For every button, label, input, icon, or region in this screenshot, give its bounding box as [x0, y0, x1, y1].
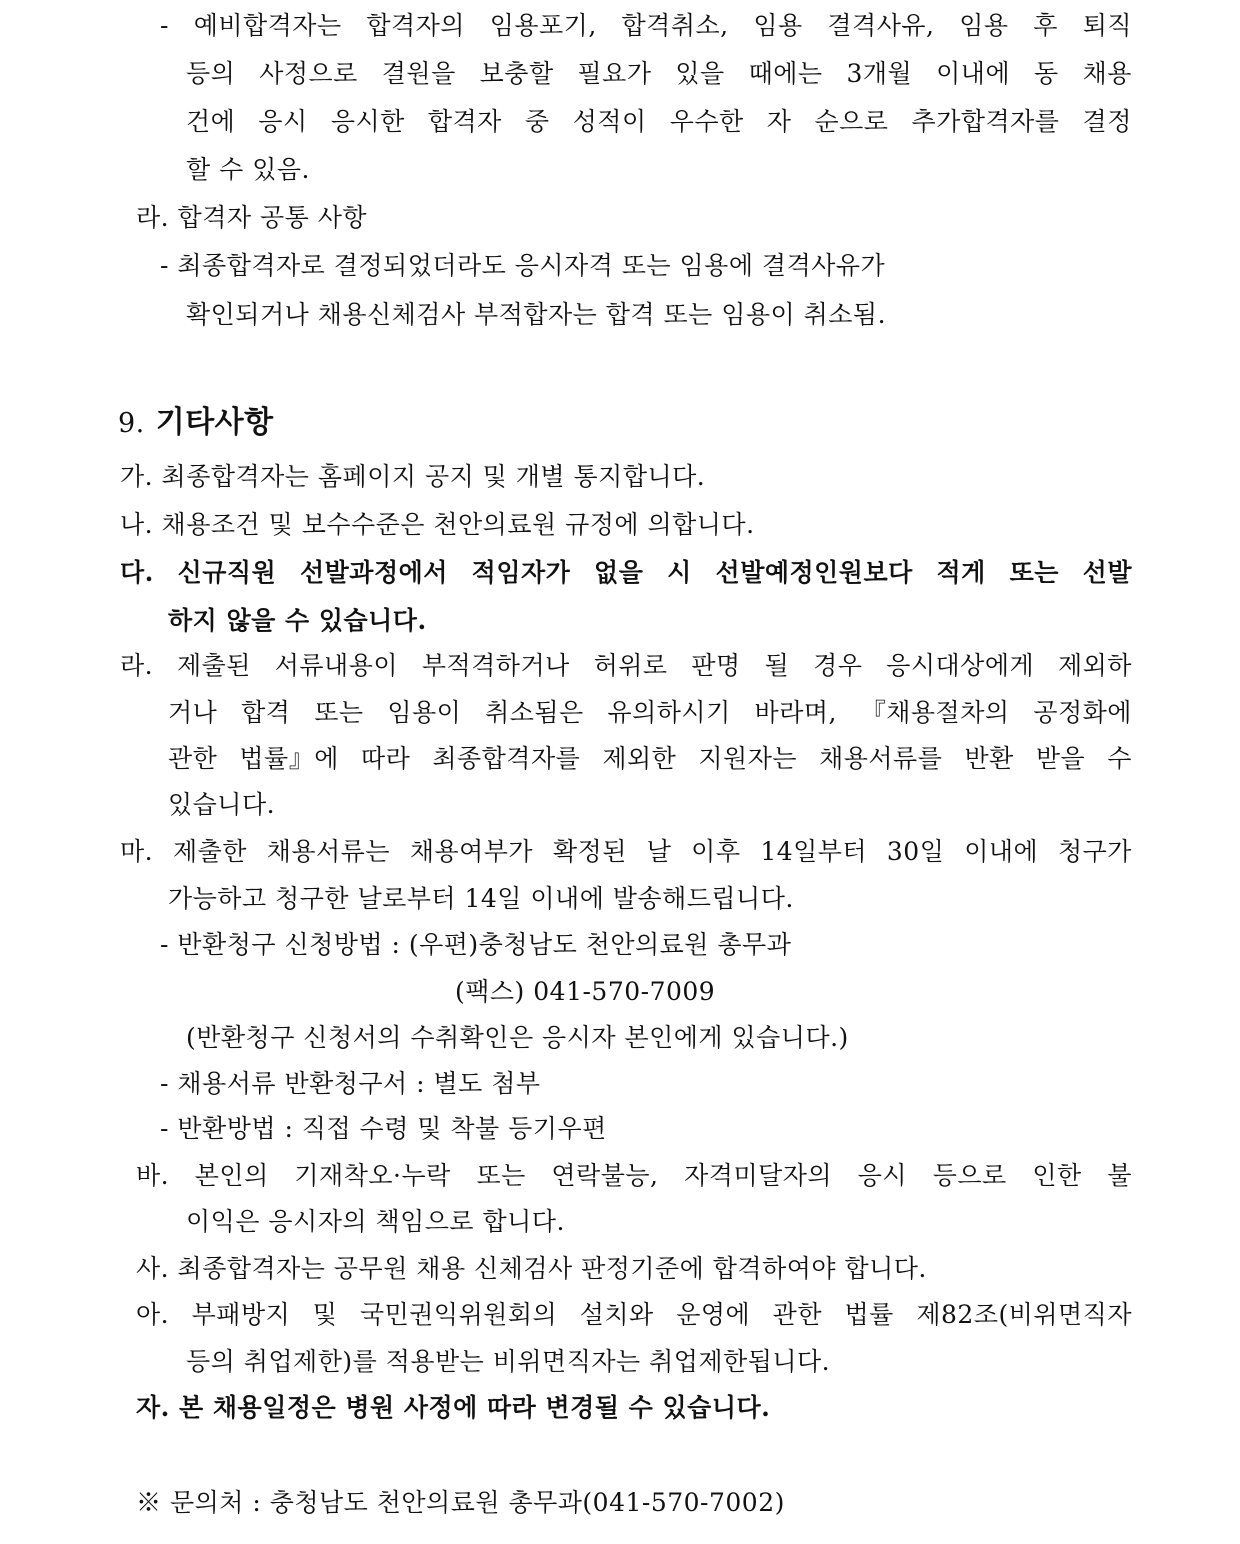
word: 임용 [753, 11, 803, 40]
word: 채용서류를 [819, 744, 943, 773]
word: 채용서류는 [266, 837, 390, 866]
item-ra-line-2 [168, 697, 1132, 729]
item-ra-line-3 [168, 743, 1132, 775]
word: 바. [136, 1161, 170, 1190]
word: 결정 [1082, 107, 1132, 136]
word: 다. [120, 558, 154, 587]
word: 허위로 [593, 651, 668, 680]
word: 거나 [168, 698, 218, 727]
item-ba-line-2: 이익은 응시자의 책임으로 합니다. [186, 1207, 565, 1236]
word: 『채용절차의 [860, 698, 1010, 727]
word: 적게 [936, 558, 986, 587]
word: 확정된 [552, 837, 627, 866]
word: 이내에 [936, 59, 1011, 88]
word: 제출된 [176, 651, 251, 680]
word: 및 [312, 1300, 338, 1329]
word: 판명 [691, 651, 741, 680]
word: 받을 [1035, 744, 1086, 773]
contact-line: ※ 문의처 : 충청남도 천안의료원 총무과(041-570-7002) [136, 1488, 785, 1517]
word: 반환 [964, 744, 1014, 773]
word: 응시 [857, 1161, 908, 1190]
word: 아. [136, 1300, 170, 1329]
word: 또는 [314, 698, 364, 727]
word: 예비합격자는 [193, 11, 342, 40]
word: 이후 [691, 837, 741, 866]
word: 본인의 [194, 1161, 269, 1190]
word: 설치와 [579, 1300, 654, 1329]
word: 국민권익위원회의 [359, 1300, 558, 1329]
return-delivery-line: - 반환방법 : 직접 수령 및 착불 등기우편 [160, 1114, 607, 1143]
word: 마. [120, 837, 154, 866]
word: 날 [646, 837, 672, 866]
item-ra-line-4: 있습니다. [168, 790, 276, 819]
word: 등으로 [932, 1161, 1007, 1190]
item-ba-line-1 [136, 1160, 1132, 1192]
word: 바라며, [754, 698, 837, 727]
item-da-line-1 [120, 557, 1132, 589]
word: 관한 [168, 744, 218, 773]
word: 유의하시기 [607, 698, 731, 727]
word: 신규직원 [177, 558, 277, 587]
word: 없을 [594, 558, 644, 587]
item-na: 나. 채용조건 및 보수수준은 천안의료원 규정에 의합니다. [120, 510, 755, 539]
word: 때에는 [748, 59, 823, 88]
word: 시 [667, 558, 692, 587]
word: 채용여부가 [409, 837, 534, 866]
word: 최종합격자를 [432, 744, 581, 773]
word: 따라 [360, 744, 411, 773]
word: 지원자는 [698, 744, 798, 773]
section-9-title: 기타사항 [155, 405, 274, 440]
word: 취소됨은 [485, 698, 584, 727]
word: 법률 [844, 1300, 894, 1329]
word: 연락불능, [551, 1161, 659, 1190]
word: 합격자 [427, 107, 502, 136]
word: 경우 [813, 651, 863, 680]
word: 운영에 [676, 1300, 751, 1329]
word: 될 [764, 651, 790, 680]
word: 임용포기, [489, 11, 597, 40]
word: 응시 [258, 107, 308, 136]
word: 임용이 [387, 698, 462, 727]
word: 결원을 [381, 59, 456, 88]
word: 성적이 [572, 107, 647, 136]
word: 등의 [186, 59, 236, 88]
preliminary-bullet-line-1 [160, 10, 1132, 42]
section-9-number: 9. [118, 408, 145, 439]
word: - [160, 11, 169, 40]
word: 불 [1107, 1161, 1132, 1190]
word: 동 [1034, 59, 1059, 88]
word: 적임자가 [471, 558, 571, 587]
preliminary-bullet-line-3 [186, 106, 1132, 138]
word: 선발 [1082, 558, 1132, 587]
item-da-line-2: 하지 않을 수 있습니다. [168, 606, 427, 635]
word: 응시대상에게 [886, 651, 1035, 680]
return-method-line: - 반환청구 신청방법 : (우편)충청남도 천안의료원 총무과 [160, 930, 792, 959]
item-ma-line-2: 가능하고 청구한 날로부터 14일 이내에 발송해드립니다. [168, 884, 794, 913]
item-ra-line-1 [120, 650, 1132, 682]
word: 퇴직 [1082, 11, 1132, 40]
word: 30일 [886, 837, 945, 866]
word: 관한 [772, 1300, 822, 1329]
word: 선발과정에서 [300, 558, 448, 587]
word: 이내에 [964, 837, 1039, 866]
word: 중 [524, 107, 550, 136]
item-ma-line-1 [120, 836, 1132, 868]
word: 순으로 [814, 107, 889, 136]
word: 사정으로 [259, 59, 358, 88]
word: 합격자의 [366, 11, 465, 40]
word: 수 [1107, 744, 1132, 773]
word: 제외한 [602, 744, 677, 773]
word: 제외하 [1057, 651, 1132, 680]
word: 또는 [1009, 558, 1059, 587]
word: 청구가 [1057, 837, 1132, 866]
word: 임용 [959, 11, 1009, 40]
word: 보충할 [479, 59, 554, 88]
word: 14일부터 [760, 837, 868, 866]
word: 채용 [1082, 59, 1132, 88]
word: 자격미달자의 [684, 1161, 833, 1190]
word: 부적격하거나 [421, 651, 570, 680]
item-a-line-2: 등의 취업제한)를 적용받는 비위면직자는 취업제한됩니다. [186, 1347, 831, 1376]
preliminary-bullet-line-2 [186, 58, 1132, 90]
word: 있을 [675, 59, 725, 88]
word: 제82조(비위면직자 [916, 1300, 1132, 1329]
common-passers-bullet-line-2: 확인되거나 채용신체검사 부적합자는 합격 또는 임용이 취소됨. [186, 300, 887, 329]
word: 합격 [241, 698, 291, 727]
item-sa: 사. 최종합격자는 공무원 채용 신체검사 판정기준에 합격하여야 합니다. [136, 1254, 927, 1283]
word: 필요가 [577, 59, 652, 88]
word: 건에 [186, 107, 236, 136]
word: 우수한 [669, 107, 744, 136]
word: 공정화에 [1033, 698, 1132, 727]
fax-line: (팩스) 041-570-7009 [455, 977, 716, 1006]
common-passers-title: 라. 합격자 공통 사항 [136, 203, 367, 232]
word: 후 [1033, 11, 1058, 40]
item-a-line-1 [136, 1299, 1132, 1331]
word: 추가합격자를 [911, 107, 1060, 136]
word: 합격취소, [621, 11, 729, 40]
word: 선발예정인원보다 [715, 558, 913, 587]
preliminary-bullet-line-4: 할 수 있음. [186, 155, 310, 184]
word: 부패방지 [191, 1300, 291, 1329]
word: 제출한 [172, 837, 247, 866]
word: 인한 [1032, 1161, 1082, 1190]
word: 결격사유, [827, 11, 935, 40]
item-ga: 가. 최종합격자는 홈페이지 공지 및 개별 통지합니다. [120, 462, 706, 491]
word: 서류내용이 [274, 651, 399, 680]
word: 라. [120, 651, 154, 680]
item-ja: 자. 본 채용일정은 병원 사정에 따라 변경될 수 있습니다. [136, 1393, 771, 1422]
section-9-heading [118, 404, 274, 443]
return-form-line: - 채용서류 반환청구서 : 별도 첨부 [160, 1069, 541, 1098]
word: 3개월 [846, 59, 913, 88]
word: 법률』에 [239, 744, 339, 773]
word: 응시한 [330, 107, 405, 136]
word: 자 [766, 107, 792, 136]
word: 기재착오·누락 [294, 1161, 451, 1190]
word: 또는 [476, 1161, 526, 1190]
common-passers-bullet-line-1: - 최종합격자로 결정되었더라도 응시자격 또는 임용에 결격사유가 [160, 251, 886, 280]
return-note-line: (반환청구 신청서의 수취확인은 응시자 본인에게 있습니다.) [186, 1023, 849, 1052]
